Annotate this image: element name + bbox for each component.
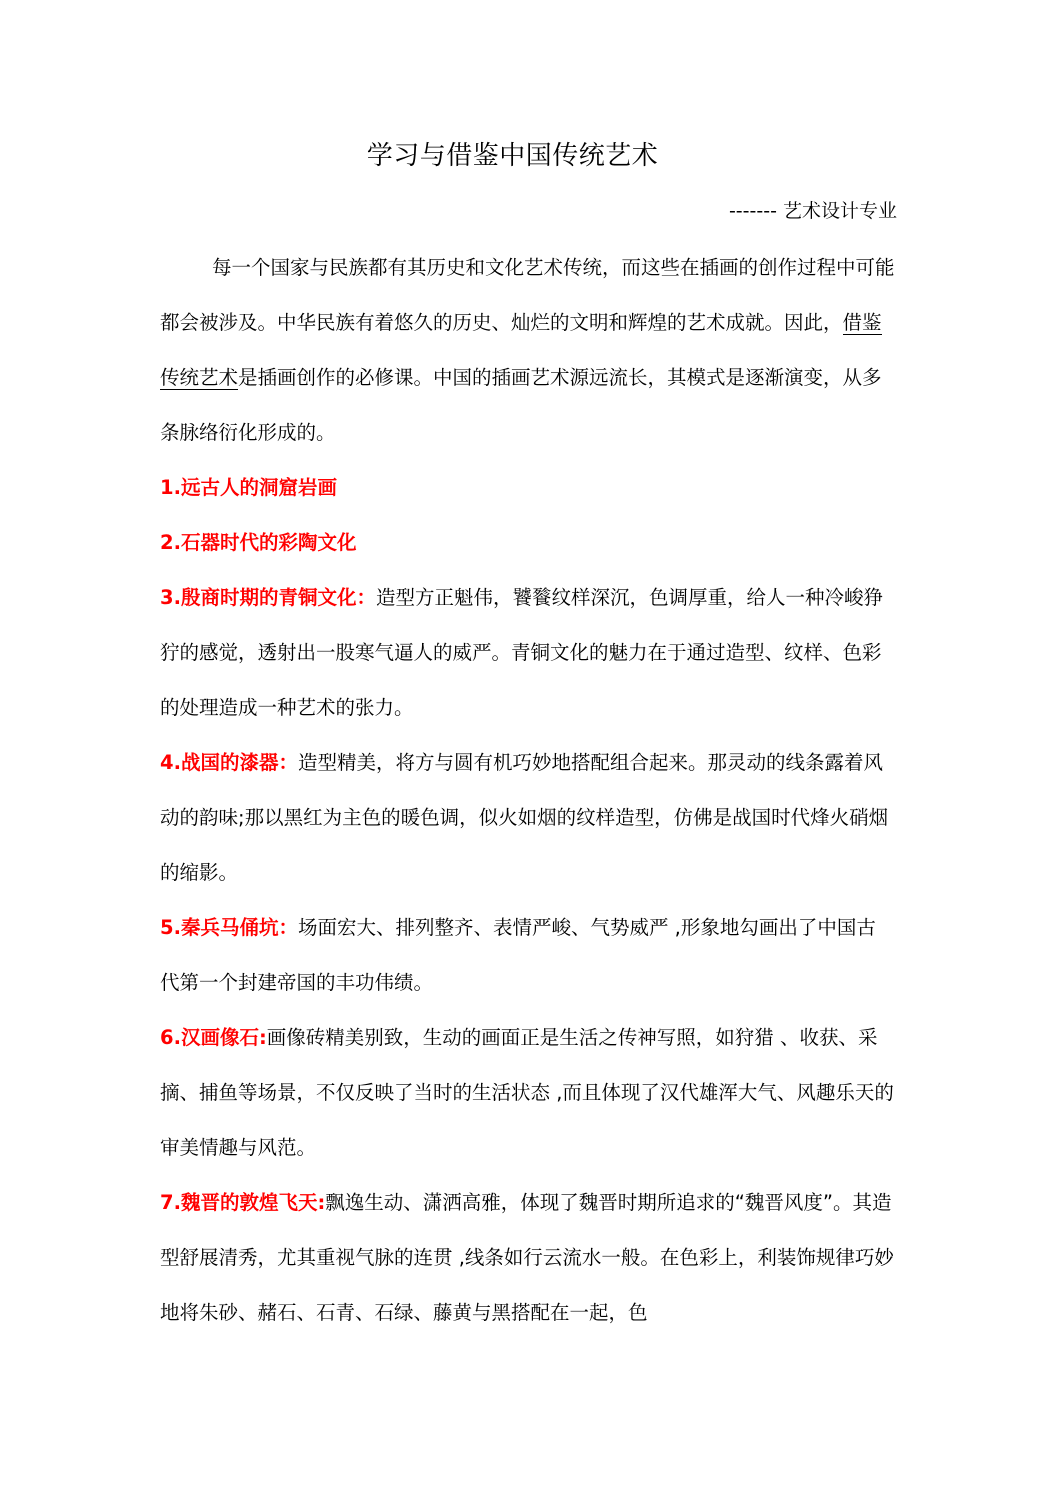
intro-text-after: 是插画创作的必修课。中国的插画艺术源远流长，其模式是逐渐演变，从多条脉络衍化形成的。 [160,366,882,444]
section-5 [160,900,895,1010]
section-1 [160,460,895,515]
section-heading: 3.殷商时期的青铜文化： [160,586,376,609]
author-line: ------- 艺术设计专业 [728,200,897,222]
section-7 [160,1175,895,1340]
section-heading: 2.石器时代的彩陶文化 [160,531,357,554]
intro-paragraph [160,240,895,460]
section-heading: 1.远古人的洞窟岩画 [160,476,337,499]
section-text: 造型方正魁伟，饕餮纹样深沉，色调厚重，给人一种冷峻狰狞的感觉，透射出一股寒气逼人的威严。青铜文化的魅力在于通过造型、纹样、色彩的处理造成一种艺术的张力。 [160,586,883,719]
section-text: 画像砖精美别致，生动的画面正是生活之传神写照，如狩猎 、收获、采摘、捕鱼等场景，不仅反映了当时的生活状态 ,而且体现了汉代雄浑大气、风趣乐天的审美情趣与风范。 [160,1026,894,1159]
intro-text-before: 每一个国家与民族都有其历史和文化艺术传统，而这些在插画的创作过程中可能都会被涉及。中华民族有着悠久的历史、灿烂的文明和辉煌的艺术成就。因此， [160,256,895,334]
section-heading: 6.汉画像石: [160,1026,267,1049]
section-3 [160,570,895,735]
section-heading: 7.魏晋的敦煌飞天: [160,1191,326,1214]
section-text: 场面宏大、排列整齐、表情严峻、气势威严 ,形象地勾画出了中国古代第一个封建帝国的丰功伟绩。 [160,916,876,994]
section-heading: 5.秦兵马俑坑： [160,916,298,939]
page-title: 学习与借鉴中国传统艺术 [366,141,659,171]
intro-underlined-phrase: 借鉴传统艺术 [160,311,882,389]
section-heading: 4.战国的漆器： [160,751,298,774]
section-6 [160,1010,895,1175]
section-2 [160,515,895,570]
section-4 [160,735,895,900]
section-text: 造型精美，将方与圆有机巧妙地搭配组合起来。那灵动的线条露着风动的韵味;那以黑红为主色的暖色调，似火如烟的纹样造型，仿佛是战国时代烽火硝烟的缩影。 [160,751,889,884]
section-text: 飘逸生动、潇洒高雅，体现了魏晋时期所追求的“魏晋风度”。其造型舒展清秀，尤其重视气脉的连贯 ,线条如行云流水一般。在色彩上，利装饰规律巧妙地将朱砂、赭石、石青、石绿、藤黄与黑搭配在一起，色 [160,1191,894,1324]
document-body [160,240,895,1340]
